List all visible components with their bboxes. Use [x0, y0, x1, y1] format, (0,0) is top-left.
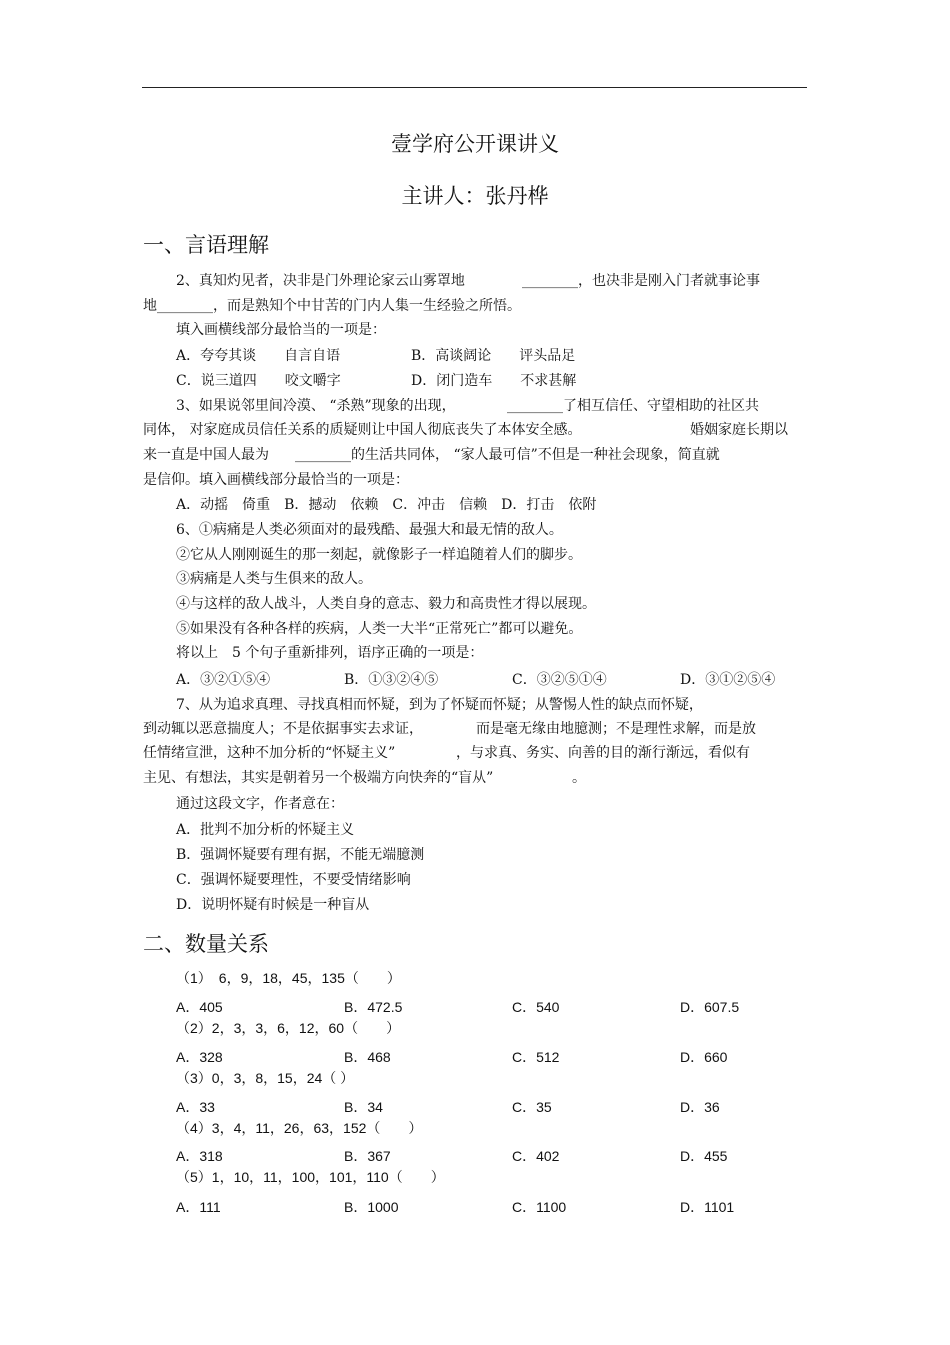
nq1-option-d[interactable]: D．607.5	[680, 999, 740, 1015]
q2-option-b[interactable]: B．高谈阔论 评头品足	[411, 348, 576, 364]
q7-line3-part2: ，与求真、务实、向善的目的渐行渐远，看似有	[456, 745, 750, 761]
q2-option-c[interactable]: C．说三道四 咬文嚼字	[176, 373, 341, 389]
nq1-option-a[interactable]: A．405	[176, 999, 223, 1015]
q2-line1-part2: ________，也决非是刚入门者就事论事	[522, 273, 760, 289]
nq5-option-c[interactable]: C．1100	[512, 1199, 567, 1215]
q2-line2: 地________，而是熟知个中甘苦的门内人集一生经验之所悟。	[143, 298, 521, 314]
nq5-option-a[interactable]: A．111	[176, 1199, 221, 1215]
nq4-option-c[interactable]: C．402	[512, 1148, 560, 1164]
nq4-option-a[interactable]: A．318	[176, 1148, 223, 1164]
nq3-option-a[interactable]: A．33	[176, 1099, 215, 1115]
q6-sentence-3: ③病痛是人类与生俱来的敌人。	[176, 571, 372, 587]
nq1-option-c[interactable]: C．540	[512, 999, 560, 1015]
nq2-option-d[interactable]: D．660	[680, 1049, 728, 1065]
nq5-stem: （5）1，10，11，100，101，110（ ）	[176, 1169, 445, 1185]
nq1-stem: （1） 6，9，18，45，135（ ）	[176, 970, 401, 986]
q7-line2-part1: 到动辄以恶意揣度人；不是依据事实去求证，	[143, 721, 423, 737]
q7-line2-part2: 而是毫无缘由地臆测；不是理性求解，而是放	[476, 721, 756, 737]
nq2-stem: （2）2，3，3，6，12，60（ ）	[176, 1020, 401, 1036]
q7-option-c[interactable]: C．强调怀疑要理性，不要受情绪影响	[176, 872, 411, 888]
q3-line2-part1: 同体， 对家庭成员信任关系的质疑则让中国人彻底丧失了本体安全感。	[143, 422, 582, 438]
q7-option-b[interactable]: B．强调怀疑要有理有据，不能无端臆测	[176, 847, 425, 863]
q7-option-a[interactable]: A．批判不加分析的怀疑主义	[176, 822, 355, 838]
q6-sentence-2: ②它从人刚刚诞生的那一刻起，就像影子一样追随着人们的脚步。	[176, 547, 582, 563]
q6-option-a[interactable]: A．③②①⑤④	[176, 672, 271, 688]
q6-option-b[interactable]: B．①③②④⑤	[344, 672, 439, 688]
section-heading-verbal: 一、言语理解	[143, 233, 269, 257]
nq4-option-d[interactable]: D．455	[680, 1148, 728, 1164]
header-rule	[142, 87, 807, 88]
q3-line3-part1: 来一直是中国人最为	[143, 447, 269, 463]
q6-sentence-1: 6、①病痛是人类必须面对的最残酷、最强大和最无情的敌人。	[176, 522, 563, 538]
q6-option-d[interactable]: D．③①②⑤④	[680, 672, 776, 688]
q7-line1: 7、从为追求真理、寻找真相而怀疑，到为了怀疑而怀疑；从警惕人性的缺点而怀疑，	[176, 697, 703, 713]
q3-options[interactable]: A．动摇 倚重 B．撼动 依赖 C．冲击 信赖 D．打击 依附	[176, 497, 597, 513]
nq3-option-d[interactable]: D．36	[680, 1099, 720, 1115]
document-title: 壹学府公开课讲义	[391, 132, 559, 156]
nq3-option-c[interactable]: C．35	[512, 1099, 552, 1115]
nq1-option-b[interactable]: B．472.5	[344, 999, 403, 1015]
nq2-option-a[interactable]: A．328	[176, 1049, 223, 1065]
nq5-option-d[interactable]: D．1101	[680, 1199, 735, 1215]
q7-line4-part2: 。	[572, 770, 586, 786]
speaker-line: 主讲人：张丹桦	[401, 184, 549, 208]
q3-line2-part2: 婚姻家庭长期以	[690, 422, 788, 438]
q3-line1-part2: ________了相互信任、守望相助的社区共	[507, 398, 759, 414]
nq3-stem: （3）0，3，8，15，24（ ）	[176, 1070, 355, 1086]
nq4-stem: （4）3，4，11，26，63，152（ ）	[176, 1120, 423, 1136]
q6-sentence-5: ⑤如果没有各种各样的疾病，人类一大半“正常死亡”都可以避免。	[176, 621, 583, 637]
q6-prompt: 将以上 5 个句子重新排列，语序正确的一项是：	[176, 645, 484, 661]
q6-option-c[interactable]: C．③②⑤①④	[512, 672, 607, 688]
nq3-option-b[interactable]: B．34	[344, 1099, 383, 1115]
q7-line3-part1: 任情绪宣泄，这种不加分析的“怀疑主义”	[143, 745, 396, 761]
nq4-option-b[interactable]: B．367	[344, 1148, 391, 1164]
q3-line1-part1: 3、如果说邻里间冷漠、 “杀熟”现象的出现，	[176, 398, 456, 414]
nq2-option-b[interactable]: B．468	[344, 1049, 391, 1065]
nq2-option-c[interactable]: C．512	[512, 1049, 560, 1065]
q2-line1-part1: 2、真知灼见者，决非是门外理论家云山雾罩地	[176, 273, 465, 289]
q6-sentence-4: ④与这样的敌人战斗，人类自身的意志、毅力和高贵性才得以展现。	[176, 596, 596, 612]
q2-option-d[interactable]: D．闭门造车 不求甚解	[411, 373, 577, 389]
q7-option-d[interactable]: D．说明怀疑有时候是一种盲从	[176, 897, 370, 913]
q3-line4: 是信仰。填入画横线部分最恰当的一项是：	[143, 472, 409, 488]
q7-line4-part1: 主见、有想法，其实是朝着另一个极端方向快奔的“盲从”	[143, 770, 494, 786]
q3-line3-part2: ________的生活共同体， “家人最可信”不但是一种社会现象，简直就	[295, 447, 720, 463]
q2-option-a[interactable]: A．夸夸其谈 自言自语	[176, 348, 341, 364]
q2-prompt: 填入画横线部分最恰当的一项是：	[176, 322, 386, 338]
nq5-option-b[interactable]: B．1000	[344, 1199, 399, 1215]
q7-prompt: 通过这段文字，作者意在：	[176, 796, 344, 812]
section-heading-quantitative: 二、数量关系	[143, 932, 269, 956]
